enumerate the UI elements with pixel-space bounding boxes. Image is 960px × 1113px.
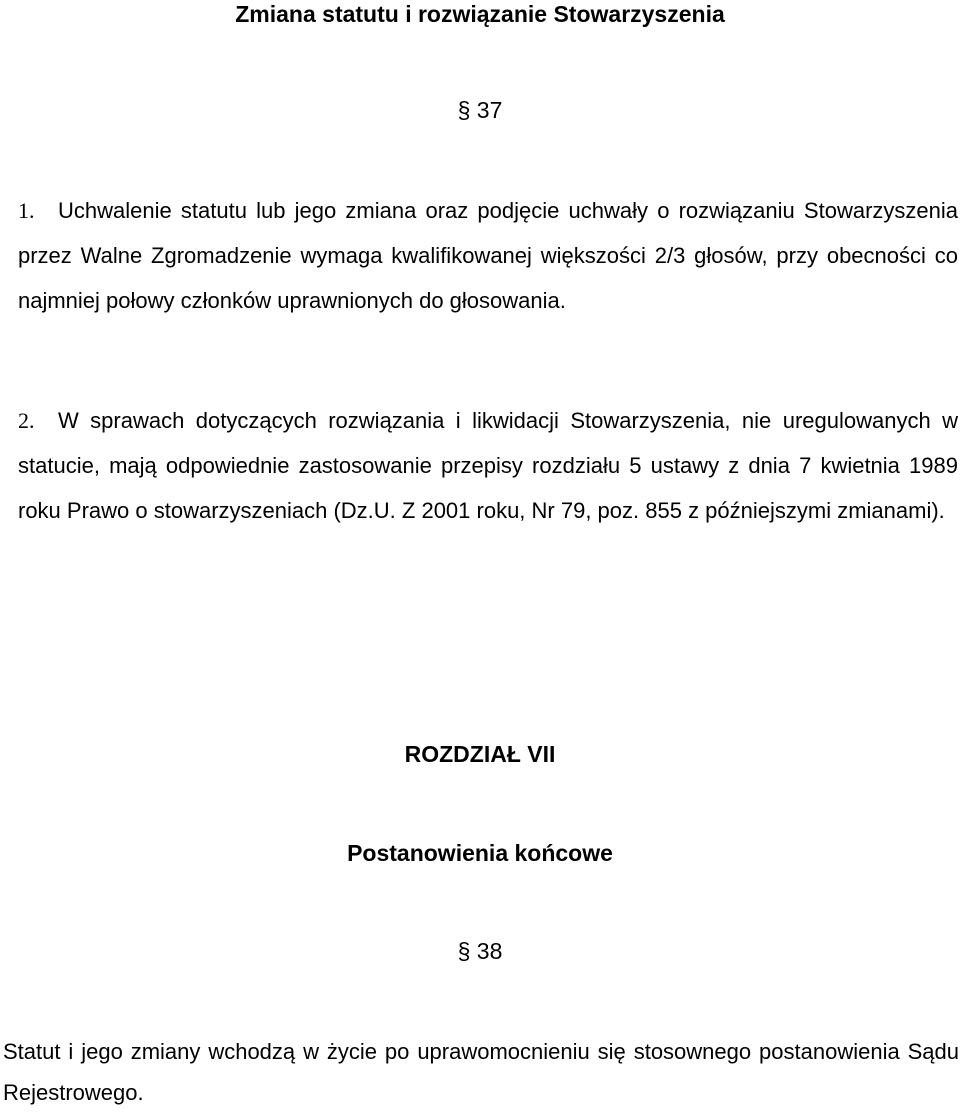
- section-37-mark: § 37: [457, 97, 503, 123]
- section-38-mark: § 38: [457, 938, 503, 964]
- paragraph-item-2: [18, 398, 958, 533]
- item-1-number: 1.: [18, 198, 35, 223]
- heading-amendment-dissolution: Zmiana statutu i rozwiązanie Stowarzyszenia: [235, 1, 725, 27]
- item-2-text: W sprawach dotyczących rozwiązania i likwidacji Stowarzyszenia, nie uregulowanych w statucie, mają odpowiednie zastosowanie przepisy rozdziału 5 ustawy z dnia 7 kwietnia 1989 roku Prawo o stowarzyszeniach (Dz.U. Z 2001 roku, Nr 79, poz. 855 z późniejszymi zmianami).: [18, 408, 958, 523]
- paragraph-closing: Statut i jego zmiany wchodzą w życie po uprawomocnieniu się stosownego postanowienia Sądu Rejestrowego.: [3, 1039, 959, 1105]
- item-2-number: 2.: [18, 408, 35, 433]
- paragraph-item-1: [18, 188, 958, 323]
- item-1-text: Uchwalenie statutu lub jego zmiana oraz podjęcie uchwały o rozwiązaniu Stowarzyszenia przez Walne Zgromadzenie wymaga kwalifikowanej większości 2/3 głosów, przy obecności co najmniej połowy członków uprawnionych do głosowania.: [18, 198, 958, 313]
- chapter-title: ROZDZIAŁ VII: [404, 741, 556, 767]
- chapter-subtitle: Postanowienia końcowe: [347, 840, 613, 866]
